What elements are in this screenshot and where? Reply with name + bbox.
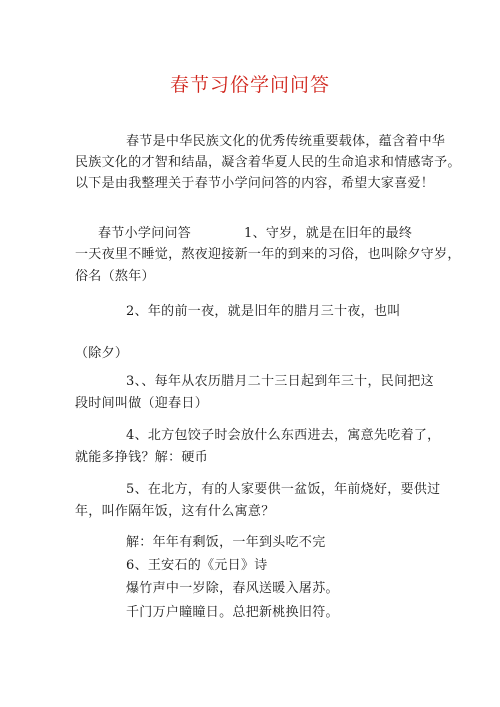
qa-2-line-1: 2、年的前一夜，就是旧年的腊月三十夜，也叫 [126,304,401,319]
qa-5-line-2: 年，叫作隔年饭，这有什么寓意？ [75,504,275,519]
qa-1-line-1: 1、守岁，就是在旧年的最终 [244,226,413,241]
intro-line-2: 民族文化的才智和结晶，凝含着华夏人民的生命追求和情感寄予。 [75,155,461,170]
qa-1-line-2: 一天夜里不睡觉，熬夜迎接新一年的到来的习俗，也叫除夕守岁， [75,247,461,262]
page-title: 春节习俗学问问答 [169,74,330,96]
qa-2-line-2: （除夕） [75,346,129,361]
poem-line-2: 千门万户瞳瞳日。总把新桃换旧符。 [126,605,339,620]
section-heading: 春节小学问问答 [98,226,192,241]
qa-1-line-3: 俗名（熬年） [75,269,155,284]
qa-3-line-1: 3、、每年从农历腊月二十三日起到年三十，民间把这 [126,374,434,389]
qa-4-line-2: 就能多挣钱？解：硬币 [75,450,209,465]
qa-3-line-2: 段时间叫做（迎春日） [75,396,209,411]
qa-5-answer: 解：年年有剩饭，一年到头吃不完 [126,535,326,550]
qa-6-line-1: 6、王安石的《元日》诗 [126,558,268,573]
poem-line-1: 爆竹声中一岁除，春风送暖入屠苏。 [126,581,339,596]
intro-line-1: 春节是中华民族文化的优秀传统重要载体，蕴含着中华 [126,134,446,149]
qa-4-line-1: 4、北方包饺子时会放什么东西进去，寓意先吃着了， [126,428,441,443]
intro-line-3: 以下是由我整理关于春节小学问问答的内容，希望大家喜爱！ [75,176,435,191]
qa-5-line-1: 5、在北方，有的人家要供一盆饭，年前烧好，要供过 [126,482,441,497]
